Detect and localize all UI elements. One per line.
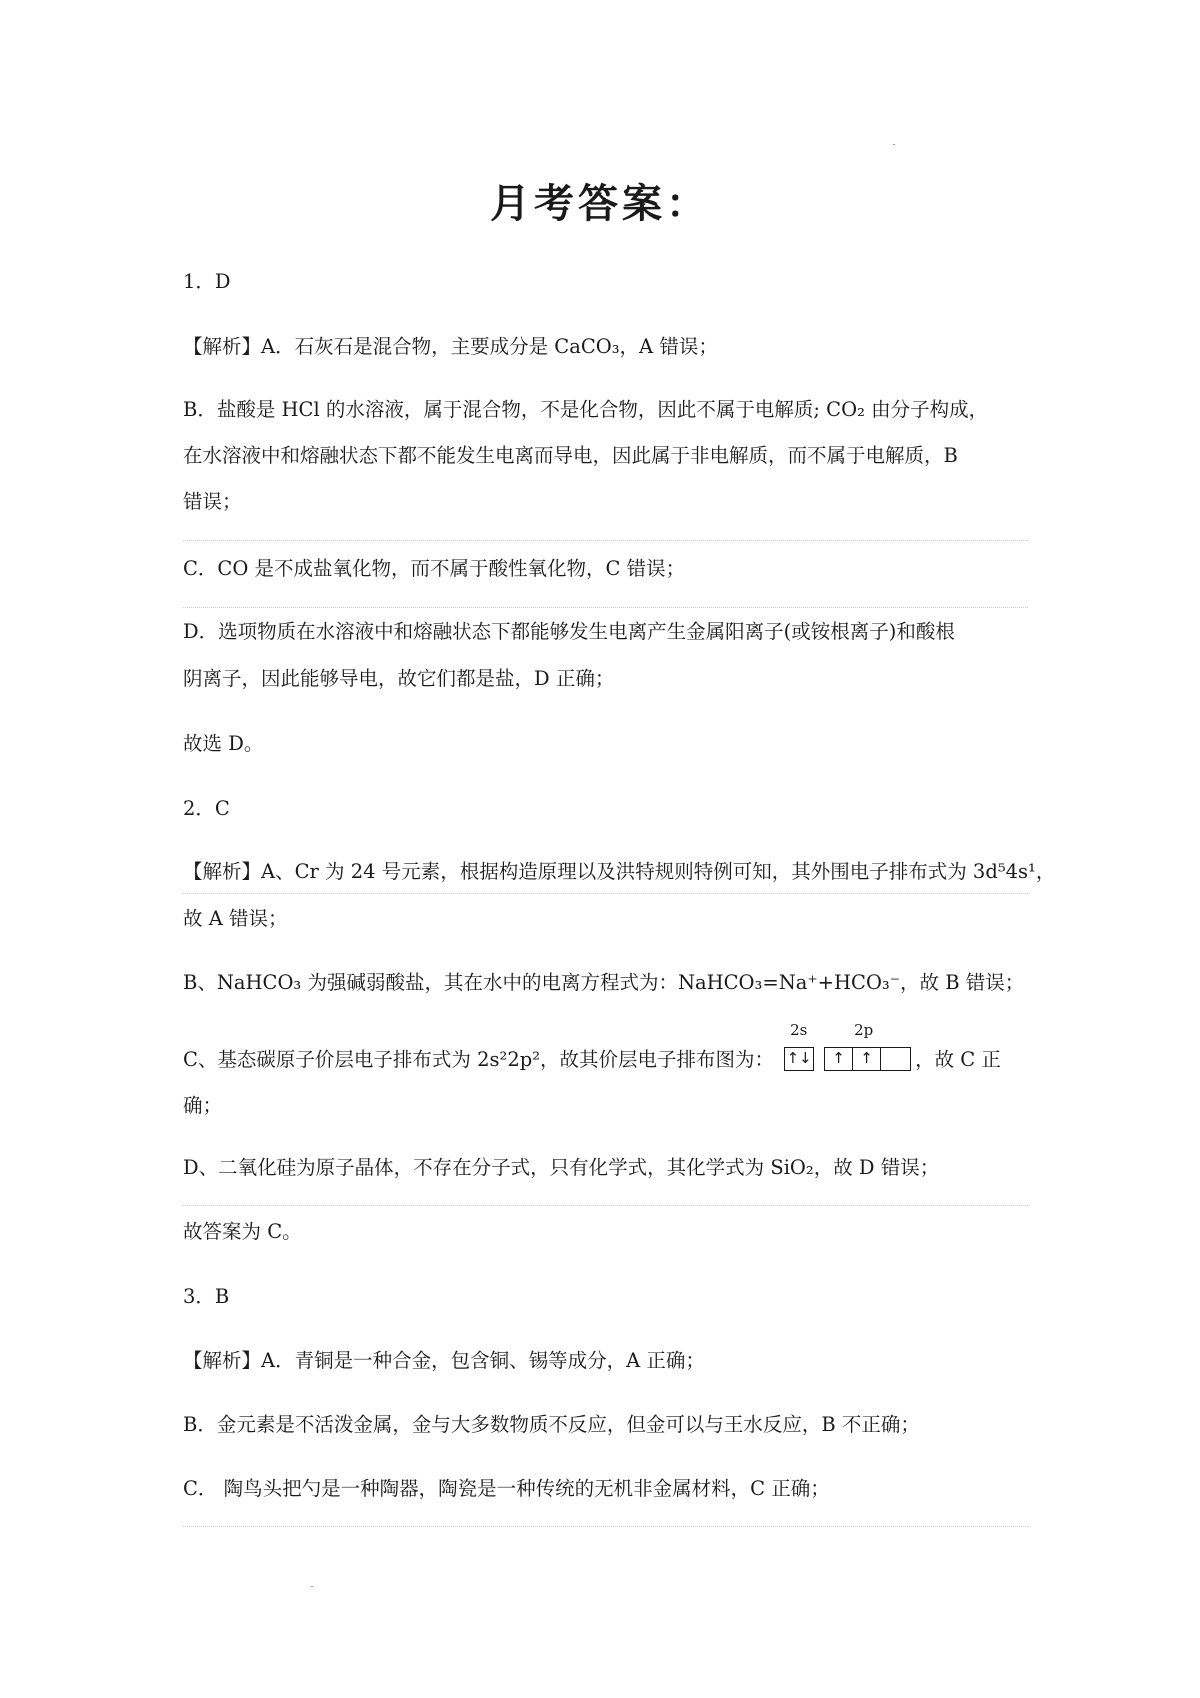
orbital-2s-cell: ↑↓: [786, 1049, 812, 1067]
q1-answer: 1．D: [183, 270, 231, 293]
orbital-2p-cell: [881, 1048, 909, 1070]
dotted-divider: [183, 1526, 1028, 1527]
dotted-divider: [183, 893, 1028, 894]
orbital-2p-cell: ↑: [825, 1048, 853, 1070]
q1-explanation-b-line1: B．盐酸是 HCl 的水溶液，属于混合物，不是化合物，因此不属于电解质; CO₂ 由分子构成，: [183, 398, 989, 421]
dotted-divider: [183, 540, 1028, 541]
q2-explanation-c-line1: [183, 1021, 1001, 1073]
q1-explanation-d-line1: D．选项物质在水溶液中和熔融状态下都能够发生电离产生金属阳离子(或铵根离子)和酸根: [183, 620, 955, 643]
q2-explanation-b: B、NaHCO₃ 为强碱弱酸盐，其在水中的电离方程式为：NaHCO₃=Na⁺+HCO₃⁻，故 B 错误；: [183, 971, 1025, 994]
orbital-diagram: [784, 1021, 909, 1073]
q2-explanation-a-line2: 故 A 错误；: [183, 907, 288, 930]
q1-explanation-b-line2: 在水溶液中和熔融状态下都不能发生电离而导电，因此属于非电解质，而不属于电解质，B: [183, 444, 958, 467]
q3-explanation-b: B．金元素是不活泼金属，金与大多数物质不反应，但金可以与王水反应，B 不正确；: [183, 1413, 920, 1436]
orbital-2s-label: 2s: [790, 1021, 808, 1039]
orbital-2p-label: 2p: [854, 1021, 874, 1039]
page-title: 月考答案：: [490, 181, 710, 227]
q2-conclusion: 故答案为 C。: [183, 1220, 302, 1243]
q1-explanation-d-line2: 阴离子，因此能够导电，故它们都是盐，D 正确；: [183, 667, 615, 690]
q2-explanation-c-tail: ，故 C 正: [915, 1048, 1001, 1071]
q1-explanation-a: 【解析】A．石灰石是混合物，主要成分是 CaCO₃，A 错误；: [183, 335, 718, 358]
q2-explanation-d: D、二氧化硅为原子晶体，不存在分子式，只有化学式，其化学式为 SiO₂，故 D 错误；: [183, 1156, 940, 1179]
q1-conclusion: 故选 D。: [183, 732, 264, 755]
orbital-2p-box: [824, 1047, 911, 1071]
page-speck: [311, 1586, 313, 1587]
dotted-divider: [183, 1205, 1028, 1206]
q2-explanation-c-line2: 确；: [183, 1094, 223, 1117]
q3-answer: 3．B: [183, 1285, 230, 1308]
q3-explanation-c: C． 陶鸟头把勺是一种陶器，陶瓷是一种传统的无机非金属材料，C 正确；: [183, 1477, 830, 1500]
orbital-2p-cell: ↑: [853, 1048, 881, 1070]
q2-explanation-a-line1: 【解析】A、Cr 为 24 号元素，根据构造原理以及洪特规则特例可知，其外围电子排布式为 3d⁵4s¹，: [183, 860, 1056, 883]
dotted-divider: [183, 607, 1028, 608]
q2-answer: 2．C: [183, 797, 230, 820]
q1-explanation-b-line3: 错误；: [183, 490, 242, 513]
q3-explanation-a: 【解析】A．青铜是一种合金，包含铜、锡等成分，A 正确；: [183, 1349, 705, 1372]
q1-explanation-c: C．CO 是不成盐氧化物，而不属于酸性氧化物，C 错误；: [183, 557, 686, 580]
q2-explanation-c-text: C、基态碳原子价层电子排布式为 2s²2p²，故其价层电子排布图为：: [183, 1048, 775, 1071]
page-speck: [893, 144, 895, 145]
orbital-2s-box: [784, 1047, 814, 1071]
